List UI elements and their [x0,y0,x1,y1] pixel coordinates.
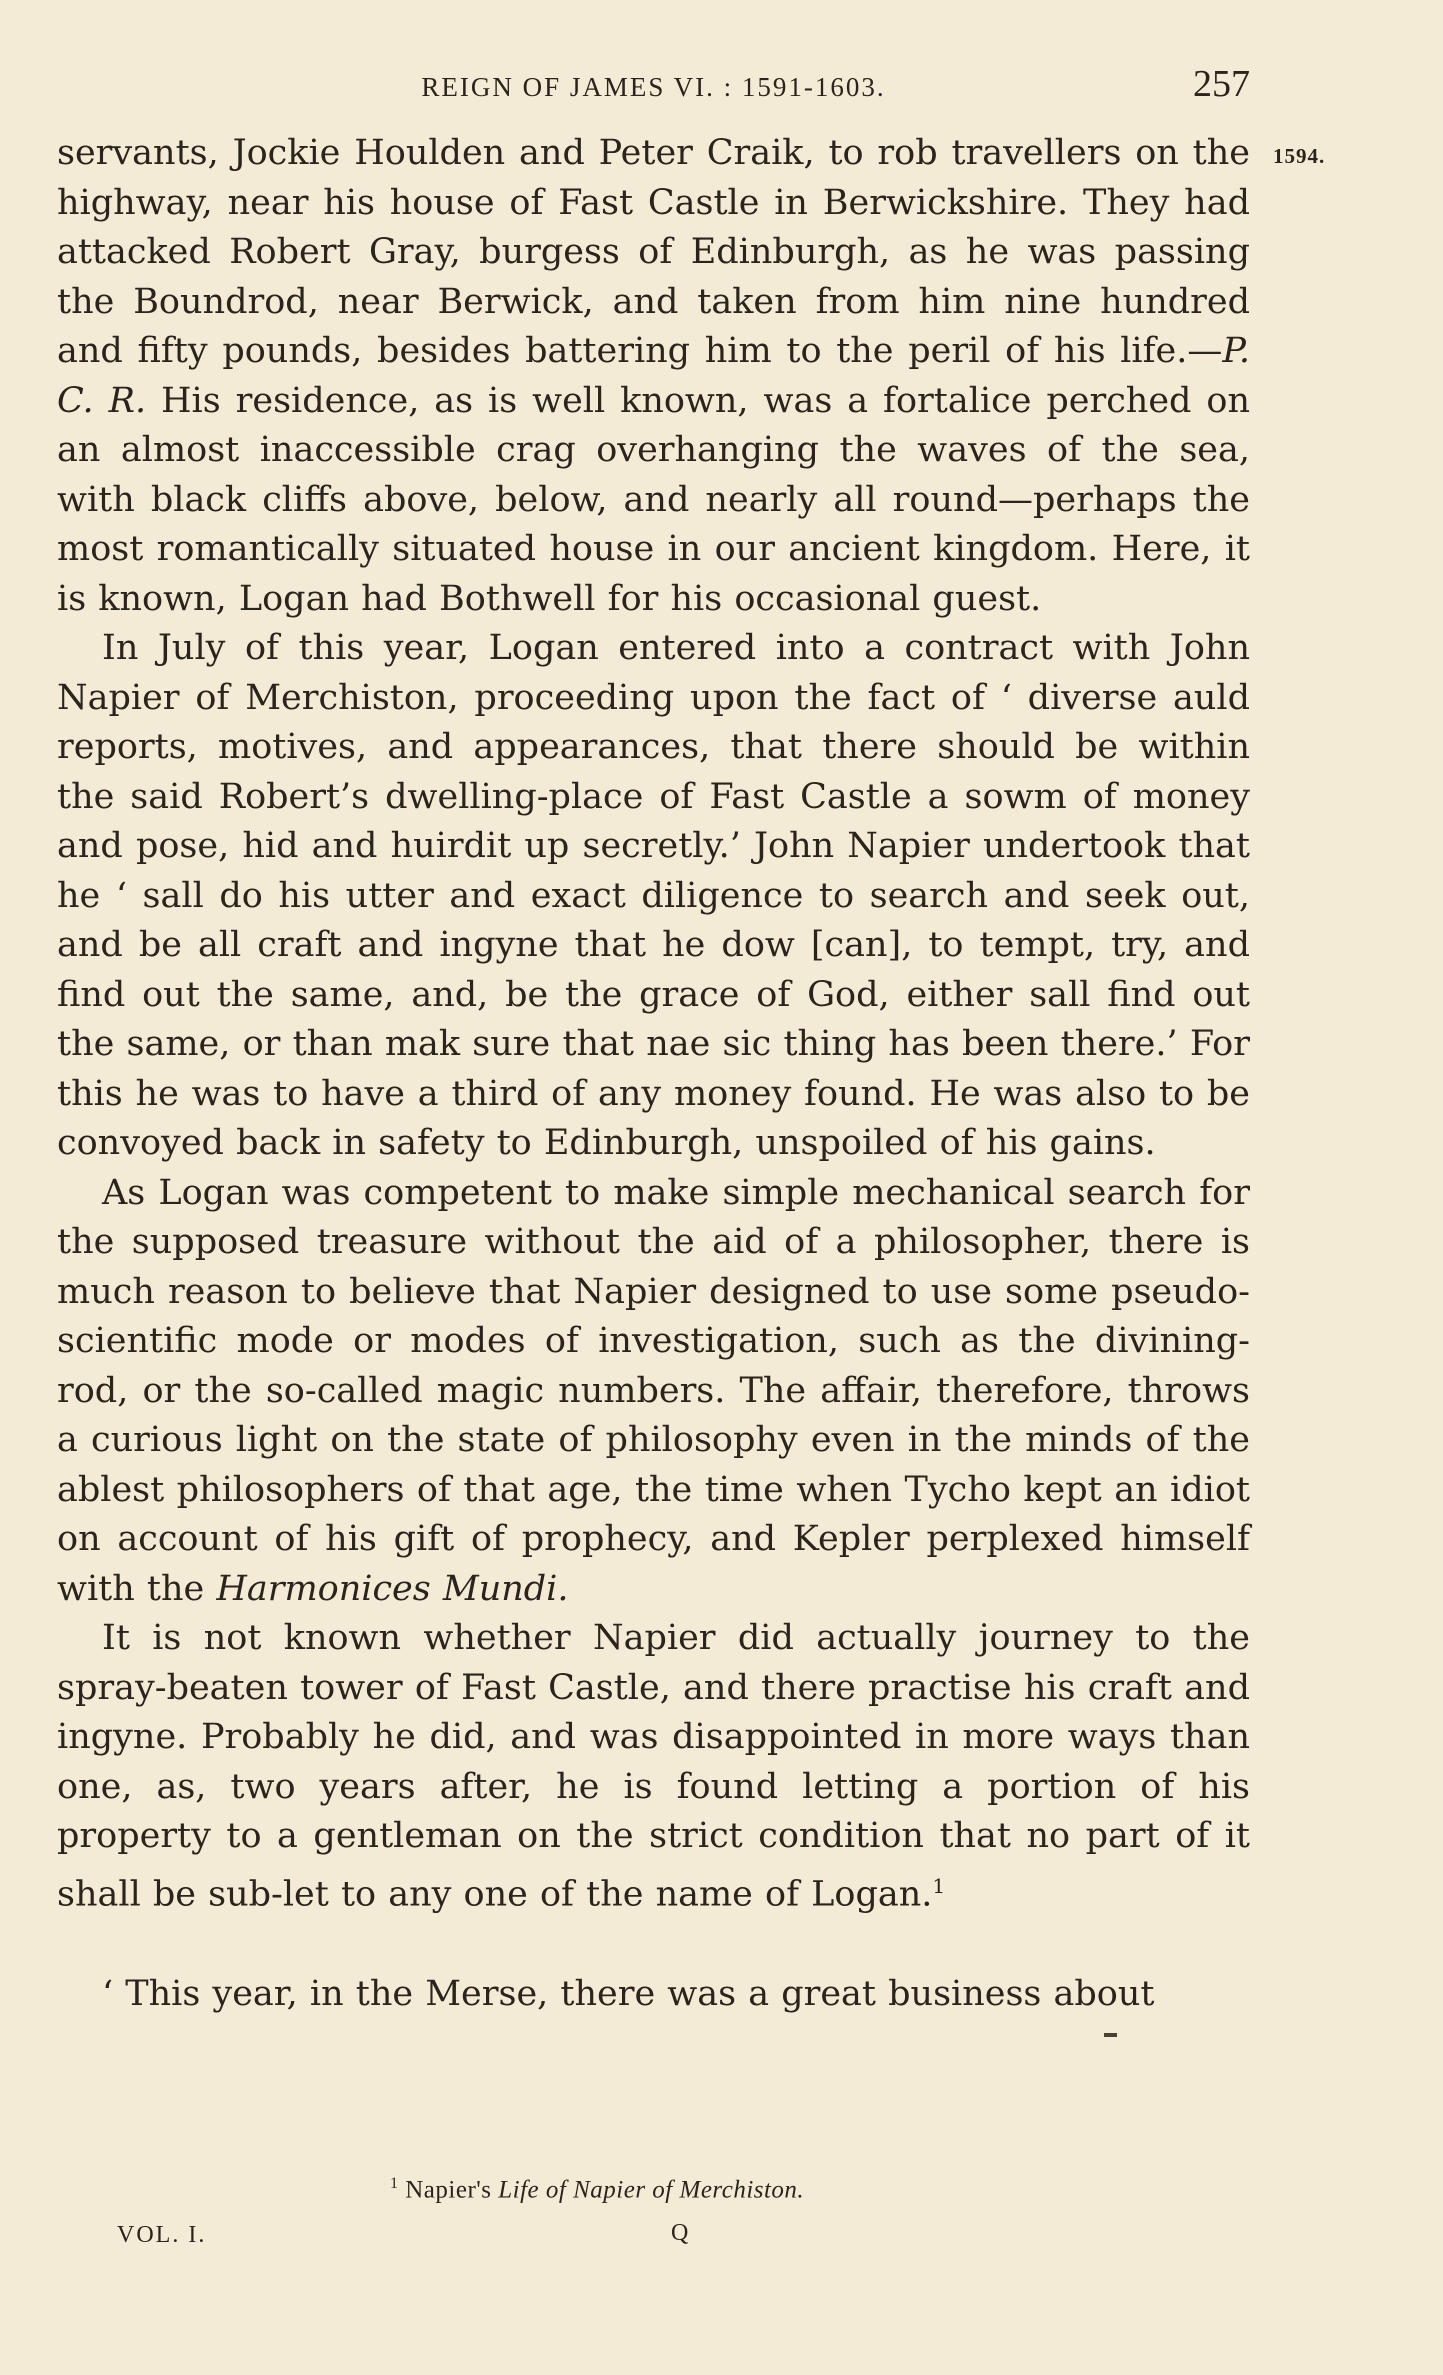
running-head [57,62,1250,112]
paragraph-1 [57,129,1250,624]
footnote-title: Life of Napier of Merchiston. [498,2176,805,2204]
paragraph-5-text: ‘ This year, in the Merse, there was a great business about [102,1973,1155,2014]
margin-year-note: 1594. [1273,144,1326,168]
paragraph-4 [57,1614,1250,1920]
footnote-reference[interactable]: 1 [932,1873,946,1898]
paragraph-4-text: It is not known whether Napier did actually journey to the spray-beaten tower of Fast Castle, and there practise his craft and ingyne. Probably he did, and was disappointed in more ways than one, as, two years after, he is found letting a portion of his property to a gentleman on the strict condition that no part of it shall be sub-let to any one of the name of Logan. [57,1618,1250,1915]
paragraph-2-text: In July of this year, Logan entered into a contract with John Napier of Merchiston, proceeding upon the fact of ‘ diverse auld reports, motives, and appearances, that there should be within the said Robert’s dwelling-place of Fast Castle a sowm of money and pose, hid and huirdit up secretly.’ John Napier undertook that he ‘ sall do his utter and exact diligence to search and seek out, and be all craft and ingyne that he dow [can], to tempt, try, and find out the same, and, be the grace of God, either sall find out the same, or than mak sure that nae sic thing has been there.’ For this he was to have a third of any money found. He was also to be convoyed back in safety to Edinburgh, unspoiled of his gains. [57,628,1250,1163]
paragraph-3 [57,1169,1250,1615]
running-title: REIGN OF JAMES VI. : 1591-1603. [421,72,886,102]
body-text [57,129,1250,2019]
paragraph-5 [57,1970,1250,2020]
footnote [390,2175,804,2204]
page-number: 257 [1193,63,1250,105]
paragraph-1-citation: P. C. R. [57,331,1250,421]
footnote-marker: 1 [390,2175,399,2192]
paragraph-3-book-title: Harmonices Mundi. [216,1568,569,1609]
paragraph-1-text: servants, Jockie Houlden and Peter Craik, to rob travellers on the highway, near his house of Fast Castle in Berwickshire. They had attacked Robert Gray, burgess of Edinburgh, as he was passing the Boundrod, near Berwick, and taken from him nine hundred and fifty pounds, besides battering him to the peril of his life.— [57,133,1250,371]
volume-label: VOL. I. [117,2222,207,2248]
signature-mark: Q [671,2220,689,2246]
paragraph-1-text-continued: His residence, as is well known, was a fortalice perched on an almost inaccessible crag overhanging the waves of the sea, with black cliffs above, below, and nearly all round—perhaps the most romantically situated house in our ancient kingdom. Here, it is known, Logan had Bothwell for his occasional guest. [57,380,1251,619]
paragraph-2 [57,624,1250,1169]
paragraph-3-text: As Logan was competent to make simple mechanical search for the supposed treasure without the aid of a philosopher, there is much reason to believe that Napier designed to use some pseudo-scientific mode or modes of investigation, such as the divining-rod, or the so-called magic numbers. The affair, therefore, throws a curious light on the state of philosophy even in the minds of the ablest philosophers of that age, the time when Tycho kept an idiot on account of his gift of prophecy, and Kepler perplexed himself with the [57,1172,1250,1609]
footnote-prefix: Napier's [405,2176,499,2204]
printer-mark [1104,2033,1117,2037]
